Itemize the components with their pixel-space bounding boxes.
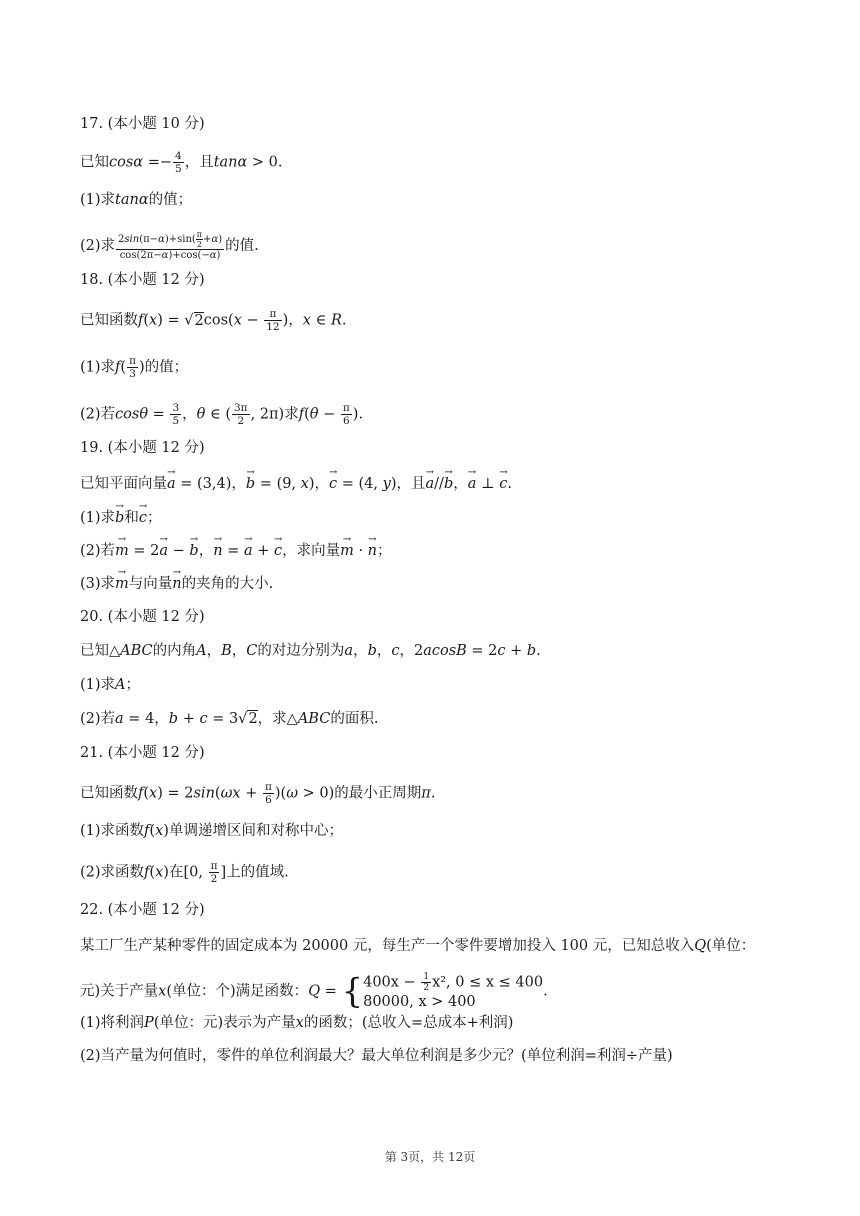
problem-22-part-1: (1)将利润P(单位：元)表示为产量x的函数；(总收入=总成本+利润) xyxy=(80,1015,514,1031)
problem-20-stem: 已知△ABC的内角A，B，C的对边分别为a，b，c，2acosB = 2c + b. xyxy=(80,643,541,659)
problem-19-part-1: (1)求→ b和→ c； xyxy=(80,508,820,528)
problem-18-part-1: (1)求f( $\frac{\pi}{3}$ )的值； xyxy=(80,355,189,380)
problem-21-stem: 已知函数f(x) = 2sin(ωx + $\frac{\pi}{6}$ )(ω > 0)的最小正周期π. xyxy=(80,781,436,806)
problem-18-stem: 已知函数f(x) = √2cos(x − $\frac{\pi}{12}$ )，x ∈ R. xyxy=(80,308,347,333)
problem-18-part-2: (2)若cosθ = $\frac{3}{5}$ ，θ ∈ ( $\frac{3\pi}{2}$ , 2π)求f(θ − $\frac{\pi}{6}$ ). xyxy=(80,402,364,427)
problem-20-heading: 20. (本小题 12 分) xyxy=(80,609,205,625)
problem-17-part-1: (1)求tanα的值； xyxy=(80,192,193,208)
problem-19-part-3: (3)求→ m与向量→ n的夹角的大小. xyxy=(80,574,820,594)
problem-22-stem-line-2: 元)关于产量x(单位：个)满足函数：Q = { 400x − $\frac{1}{2}$ x², 0 ≤ x ≤ 400 80000, x > 400 . xyxy=(80,971,548,1012)
problem-17-stem: 已知cosα =− $\frac{4}{5}$ ，且tanα > 0. xyxy=(80,150,283,175)
problem-19-heading: 19. (本小题 12 分) xyxy=(80,440,205,456)
problem-17-part-2: (2)求 2sin(π−α)+sin( $\frac{\pi}{2}$ +α) cos(2π−α)+cos(−α) 的值. xyxy=(80,230,259,261)
problem-19-stem: 已知平面向量→ a = (3,4)，→ b = (9, x)，→ c = (4, y)，且→ a//→ b，→ a ⊥ → c. xyxy=(80,474,820,494)
problem-17-heading: 17. (本小题 10 分) xyxy=(80,116,205,132)
problem-21-part-1: (1)求函数f(x)单调递增区间和对称中心； xyxy=(80,823,343,839)
piecewise-function: 400x − $\frac{1}{2}$ x², 0 ≤ x ≤ 400 80000, x > 400 xyxy=(363,972,544,1010)
problem-21-heading: 21. (本小题 12 分) xyxy=(80,745,205,761)
problem-20-part-1: (1)求A； xyxy=(80,677,141,693)
problem-20-part-2: (2)若a = 4，b + c = 3√2，求△ABC的面积. xyxy=(80,711,379,727)
problem-18-heading: 18. (本小题 12 分) xyxy=(80,272,205,288)
page-number: 第 3页，共 12页 xyxy=(384,1150,476,1164)
problem-22-stem-line-1: 某工厂生产某种零件的固定成本为 20000 元，每生产一个零件要增加投入 100 元，已知总收入Q(单位： xyxy=(80,938,756,954)
problem-22-heading: 22. (本小题 12 分) xyxy=(80,902,205,918)
problem-22-part-2: (2)当产量为何值时，零件的单位利润最大？最大单位利润是多少元？(单位利润=利润÷产量) xyxy=(80,1048,673,1064)
problem-21-part-2: (2)求函数f(x)在[0, $\frac{\pi}{2}$ ]上的值域. xyxy=(80,860,289,885)
problem-19-part-2: (2)若→ m = 2→ a − → b，→ n = → a + → c，求向量→ m · → n； xyxy=(80,541,820,561)
